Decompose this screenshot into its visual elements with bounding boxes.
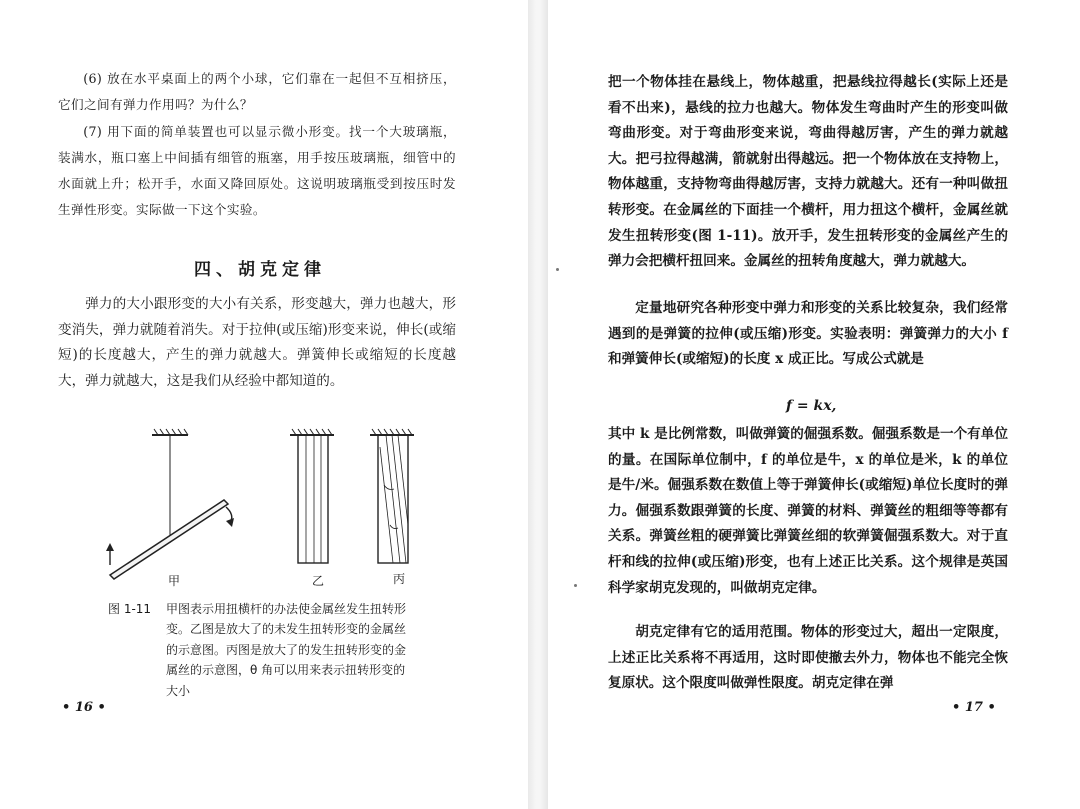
paragraph-deformation: 把一个物体挂在悬线上，物体越重，把悬线拉得越长(实际上还是看不出来)，悬线的拉力也越大。物体发生弯曲时产生的形变叫做弯曲形变。对于弯曲形变来说，弯曲得越厉害，产生的弹力就越大。把弓拉得越满，箭就射出得越远。把一个物体放在支持物上，物体越重，支持物弯曲得越厉害，支持力就越大。还有一种叫做扭转形变。在金属丝的下面挂一个横杆，用力扭这个横杆，金属丝就发生扭转形变(图 1-11)。放开手，发生扭转形变的金属丝产生的弹力会把横杆扭回来。金属丝的扭转角度越大，弹力就越大。 [608, 74, 1008, 270]
figure-caption-number: 图 1-11 [108, 602, 152, 616]
paragraph-elastic-limit: 胡克定律有它的适用范围。物体的形变过大，超出一定限度，上述正比关系将不再适用，这时即使撤去外力，物体也不能完全恢复原状。这个限度叫做弹性限度。胡克定律在弹 [608, 624, 1008, 692]
figure-1-11-illustration [100, 405, 460, 575]
twisted-wire-c [370, 429, 414, 563]
page-number-left: • 16 • [62, 700, 106, 715]
paragraph-stiffness-coefficient: 其中 k 是比例常数，叫做弹簧的倔强系数。倔强系数是一个有单位的量。在国际单位制中，f 的单位是牛，x 的单位是米，k 的单位是牛/米。倔强系数在数值上等于弹簧伸长(或缩短)单位长度时的弹力。倔强系数跟弹簧的长度、弹簧的材料、弹簧丝的粗细等等都有关系。弹簧丝粗的硬弹簧比弹簧丝细的软弹簧倔强系数大。对于直杆和线的拉伸(或压缩)形变，也有上述正比关系。这个规律是英国科学家胡克发现的，叫做胡克定律。 [608, 426, 1008, 596]
untwisted-wire-b [290, 429, 334, 563]
hooke-formula: f = kx, [786, 398, 837, 414]
left-page [0, 0, 528, 809]
paragraph-spring-experiment: 定量地研究各种形变中弹力和形变的关系比较复杂，我们经常遇到的是弹簧的拉伸(或压缩)形变。实验表明：弹簧弹力的大小 f 和弹簧伸长(或缩短)的长度 x 成正比。写成公式就是 [608, 300, 1008, 368]
scan-speck [574, 584, 577, 587]
page-number-right: • 17 • [952, 700, 996, 715]
figure-caption-text: 甲图表示用扭横杆的办法使金属丝发生扭转形变。乙图是放大了的未发生扭转形变的金属丝的示意图。丙图是放大了的发生扭转形变的金属丝的示意图，θ 角可以用来表示扭转形变的大小 [166, 602, 407, 698]
figure-label-a: 甲 [168, 574, 181, 588]
figure-label-c: 丙 [393, 572, 406, 586]
right-page [548, 0, 1080, 809]
scan-speck [556, 268, 559, 271]
exercise-7: (7) 用下面的简单装置也可以显示微小形变。找一个大玻璃瓶，装满水，瓶口塞上中间插有细管的瓶塞，用手按压玻璃瓶，细管中的水面就上升；松开手，水面又降回原处。这说明玻璃瓶受到按压时发生弹性形变。实际做一下这个实验。 [58, 124, 456, 217]
torsion-setup-a [106, 429, 234, 579]
section-title: 四、胡克定律 [194, 260, 326, 280]
exercise-6: (6) 放在水平桌面上的两个小球，它们靠在一起但不互相挤压，它们之间有弹力作用吗？为什么？ [58, 71, 456, 112]
figure-label-b: 乙 [312, 574, 325, 588]
intro-paragraph: 弹力的大小跟形变的大小有关系，形变越大，弹力也越大，形变消失，弹力就随着消失。对于拉伸(或压缩)形变来说，伸长(或缩短)的长度越大，产生的弹力就越大。弹簧伸长或缩短的长度越大，弹力就越大，这是我们从经验中都知道的。 [58, 296, 456, 389]
book-gutter [528, 0, 548, 809]
